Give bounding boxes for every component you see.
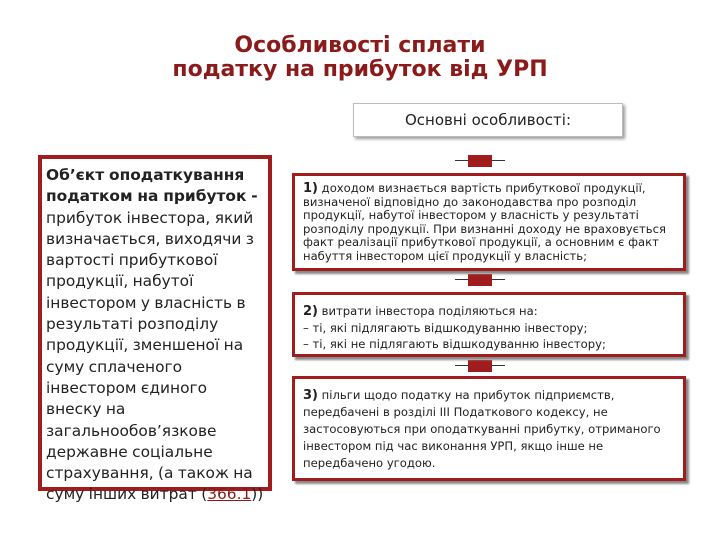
connector-1 [455,155,505,167]
page-title [150,34,570,82]
feature-card-1-text [303,182,675,263]
article-reference-link[interactable]: 366.1 [207,485,252,504]
feature-card-2 [292,292,686,357]
feature-card-2-body: витрати інвестора поділяються на: [318,304,538,318]
connector-2 [455,274,505,286]
definition-text [46,165,264,506]
feature-card-3-text [303,387,675,472]
left-definition-box [38,155,272,504]
title-line-2: податку на прибуток від УРП [172,57,548,82]
feature-card-2-item-2: – ті, які не підлягають відшкодуванню інвестору; [303,337,606,351]
feature-card-2-number: 2) [303,304,318,319]
feature-card-2-text [303,303,675,320]
feature-card-1 [292,173,686,271]
connector-3 [455,360,505,372]
definition-tail-text: )) [251,485,264,504]
subtitle-text: Основні особливості: [404,111,572,129]
feature-card-2-item-1: – ті, які підлягають відшкодуванню інвестору; [303,321,588,335]
feature-card-1-body: доходом визнається вартість прибуткової продукції, визначеної відповідно до законодавства про розподіл продукції, набутої інвестором у власність у результаті розподілу продукції. При визнанні доходу не враховується факт реалізації прибуткової продукції, а основним є факт набуття інвестором цієї продукції у власність; [303,181,666,263]
title-line-1: Особливості сплати [234,33,486,58]
feature-card-3-body: пільги щодо податку на прибуток підприємств, передбачені в розділі III Податкового кодексу, не застосовуються при оподаткуванні прибутку, отриманого інвестором під час виконання УРП, якщо інше не передбачено угодою. [303,388,661,470]
feature-card-1-number: 1) [303,181,318,196]
definition-body-text: прибуток інвестора, який визначається, виходячи з вартості прибуткової продукції, набутої інвестором у власність в результаті розподілу продукції, зменшеної на суму сплаченого інвестором єдиного внеску на загальнообов’язкове державне соціальне страхування, (а також на суму інших витрат ( [46,208,254,504]
feature-card-3-number: 3) [303,388,318,403]
definition-bold-text: Об’єкт оподаткування податком на прибуток - [46,166,258,206]
subtitle-box [353,103,623,137]
feature-card-3 [292,376,686,481]
